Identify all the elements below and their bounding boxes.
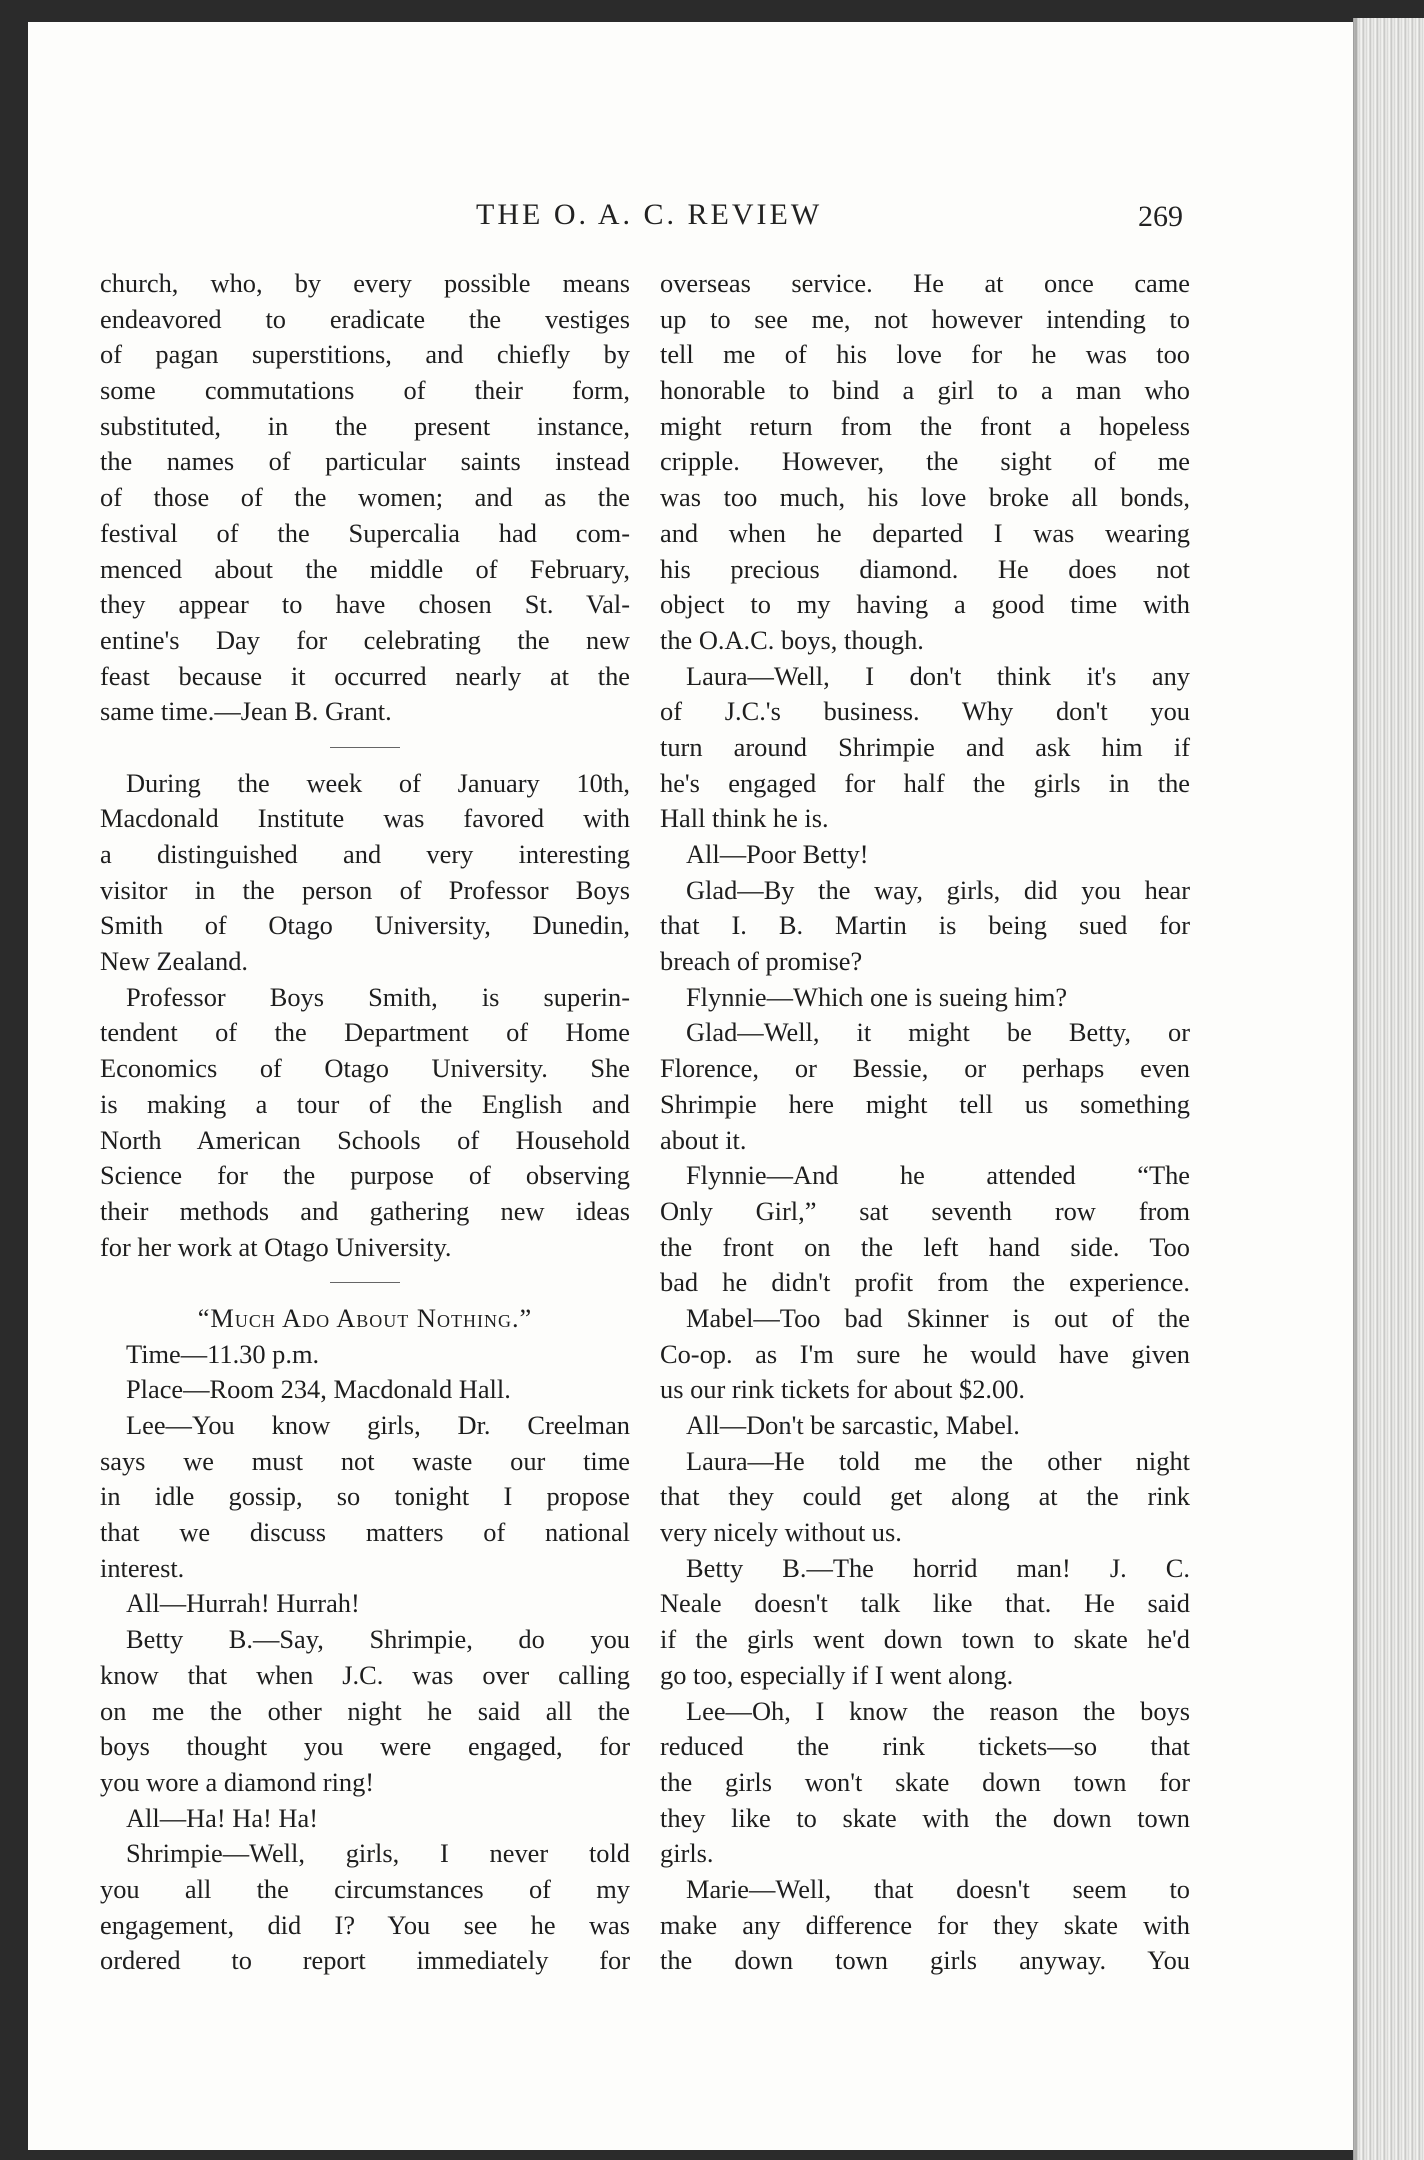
- right-column: [660, 266, 1190, 1979]
- dialogue-title: “Much Ado About Nothing.”: [197, 1302, 533, 1333]
- running-header-title: THE O. A. C. REVIEW: [476, 198, 823, 231]
- text-line: Flynnie—Which one is sueing him?: [686, 981, 1068, 1012]
- text-line: All—Don't be sarcastic, Mabel.: [686, 1410, 1020, 1440]
- text-line: that they could get along at the rink: [660, 1481, 1190, 1512]
- text-line: ordered to report immediately for: [100, 1945, 630, 1976]
- text-line: some commutations of their form,: [100, 375, 630, 406]
- text-line: Lee—You know girls, Dr. Creelman: [126, 1410, 630, 1440]
- text-line: honorable to bind a girl to a man who: [660, 375, 1190, 406]
- text-line: During the week of January 10th,: [126, 767, 630, 798]
- text-line: Marie—Well, that doesn't seem to: [686, 1873, 1190, 1904]
- text-line: Mabel—Too bad Skinner is out of the: [686, 1302, 1190, 1333]
- text-line: their methods and gathering new ideas: [100, 1195, 630, 1226]
- section-divider: [100, 1265, 630, 1301]
- text-line: substituted, in the present instance,: [100, 410, 630, 441]
- text-line: Laura—He told me the other night: [686, 1445, 1190, 1476]
- text-line: they like to skate with the down town: [660, 1802, 1190, 1833]
- text-line: of those of the women; and as the: [100, 482, 630, 513]
- text-line: reduced the rink tickets—so that: [660, 1731, 1190, 1762]
- text-line: Place—Room 234, Macdonald Hall.: [126, 1374, 511, 1405]
- page-number: 269: [1138, 200, 1183, 233]
- text-line: object to my having a good time with: [660, 589, 1190, 620]
- text-line: interest.: [100, 1552, 185, 1583]
- text-line: Betty B.—Say, Shrimpie, do you: [126, 1624, 630, 1655]
- text-line: that we discuss matters of national: [100, 1517, 630, 1548]
- page-edge-stack: [1353, 18, 1424, 2160]
- text-line: his precious diamond. He does not: [660, 553, 1190, 584]
- text-line: for her work at Otago University.: [100, 1231, 452, 1262]
- text-line: of J.C.'s business. Why don't you: [660, 696, 1190, 727]
- text-line: Macdonald Institute was favored with: [100, 803, 630, 834]
- text-line: Lee—Oh, I know the reason the boys: [686, 1695, 1190, 1726]
- text-line: the down town girls anyway. You: [660, 1945, 1190, 1976]
- text-line: of pagan superstitions, and chiefly by: [100, 339, 630, 370]
- text-line: feast because it occurred nearly at the: [100, 660, 630, 691]
- text-line: Only Girl,” sat seventh row from: [660, 1195, 1190, 1226]
- text-line: might return from the front a hopeless: [660, 410, 1190, 441]
- text-line: festival of the Supercalia had com-: [100, 517, 630, 548]
- text-line: the O.A.C. boys, though.: [660, 624, 924, 655]
- text-line: All—Poor Betty!: [686, 839, 869, 869]
- text-line: tendent of the Department of Home: [100, 1017, 630, 1048]
- text-line: in idle gossip, so tonight I propose: [100, 1481, 630, 1512]
- text-line: Glad—By the way, girls, did you hear: [686, 874, 1190, 905]
- text-line: know that when J.C. was over calling: [100, 1659, 630, 1690]
- text-line: visitor in the person of Professor Boys: [100, 874, 630, 905]
- text-line: Hall think he is.: [660, 803, 829, 834]
- text-line: North American Schools of Household: [100, 1124, 630, 1155]
- text-line: entine's Day for celebrating the new: [100, 624, 630, 655]
- text-line: Glad—Well, it might be Betty, or: [686, 1017, 1190, 1048]
- text-line: go too, especially if I went along.: [660, 1659, 1014, 1690]
- text-line: girls.: [660, 1838, 714, 1869]
- text-line: Neale doesn't talk like that. He said: [660, 1588, 1190, 1619]
- text-line: Science for the purpose of observing: [100, 1160, 630, 1191]
- text-line: make any difference for they skate with: [660, 1909, 1190, 1940]
- text-line: very nicely without us.: [660, 1517, 902, 1548]
- text-line: was too much, his love broke all bonds,: [660, 482, 1190, 513]
- text-line: the names of particular saints instead: [100, 446, 630, 477]
- text-line: Economics of Otago University. She: [100, 1053, 630, 1084]
- section-divider: [100, 730, 630, 766]
- text-line: Smith of Otago University, Dunedin,: [100, 910, 630, 941]
- text-line: that I. B. Martin is being sued for: [660, 910, 1190, 941]
- text-line: Co-op. as I'm sure he would have given: [660, 1338, 1190, 1369]
- text-line: tell me of his love for he was too: [660, 339, 1190, 370]
- text-line: the front on the left hand side. Too: [660, 1231, 1190, 1262]
- text-line: Shrimpie here might tell us something: [660, 1088, 1190, 1119]
- text-line: bad he didn't profit from the experience.: [660, 1267, 1190, 1298]
- text-line: us our rink tickets for about $2.00.: [660, 1374, 1026, 1405]
- text-line: cripple. However, the sight of me: [660, 446, 1190, 477]
- text-line: turn around Shrimpie and ask him if: [660, 731, 1190, 762]
- text-line: menced about the middle of February,: [100, 553, 630, 584]
- text-line: on me the other night he said all the: [100, 1695, 630, 1726]
- text-line: Time—11.30 p.m.: [126, 1338, 320, 1369]
- text-line: same time.—Jean B. Grant.: [100, 696, 392, 727]
- text-line: is making a tour of the English and: [100, 1088, 630, 1119]
- text-line: Flynnie—And he attended “The: [686, 1160, 1190, 1191]
- text-line: engagement, did I? You see he was: [100, 1909, 630, 1940]
- text-line: church, who, by every possible means: [100, 268, 630, 298]
- text-line: overseas service. He at once came: [660, 268, 1190, 298]
- text-line: All—Ha! Ha! Ha!: [126, 1802, 318, 1833]
- text-line: and when he departed I was wearing: [660, 517, 1190, 548]
- text-line: about it.: [660, 1124, 747, 1155]
- text-line: says we must not waste our time: [100, 1445, 630, 1476]
- text-line: a distinguished and very interesting: [100, 839, 630, 869]
- text-line: he's engaged for half the girls in the: [660, 767, 1190, 798]
- text-line: you wore a diamond ring!: [100, 1766, 375, 1797]
- left-column: [100, 266, 630, 1979]
- text-line: breach of promise?: [660, 946, 863, 977]
- text-line: boys thought you were engaged, for: [100, 1731, 630, 1762]
- text-line: All—Hurrah! Hurrah!: [126, 1588, 360, 1619]
- text-line: Laura—Well, I don't think it's any: [686, 660, 1190, 691]
- text-line: the girls won't skate down town for: [660, 1766, 1190, 1797]
- text-line: Florence, or Bessie, or perhaps even: [660, 1053, 1190, 1084]
- text-line: they appear to have chosen St. Val-: [100, 589, 630, 620]
- text-line: Betty B.—The horrid man! J. C.: [686, 1552, 1190, 1583]
- text-line: you all the circumstances of my: [100, 1873, 630, 1904]
- text-line: if the girls went down town to skate he'd: [660, 1624, 1190, 1655]
- text-line: endeavored to eradicate the vestiges: [100, 303, 630, 334]
- text-line: Shrimpie—Well, girls, I never told: [126, 1838, 630, 1869]
- text-line: up to see me, not however intending to: [660, 303, 1190, 334]
- text-line: Professor Boys Smith, is superin-: [126, 981, 630, 1012]
- text-line: New Zealand.: [100, 946, 249, 977]
